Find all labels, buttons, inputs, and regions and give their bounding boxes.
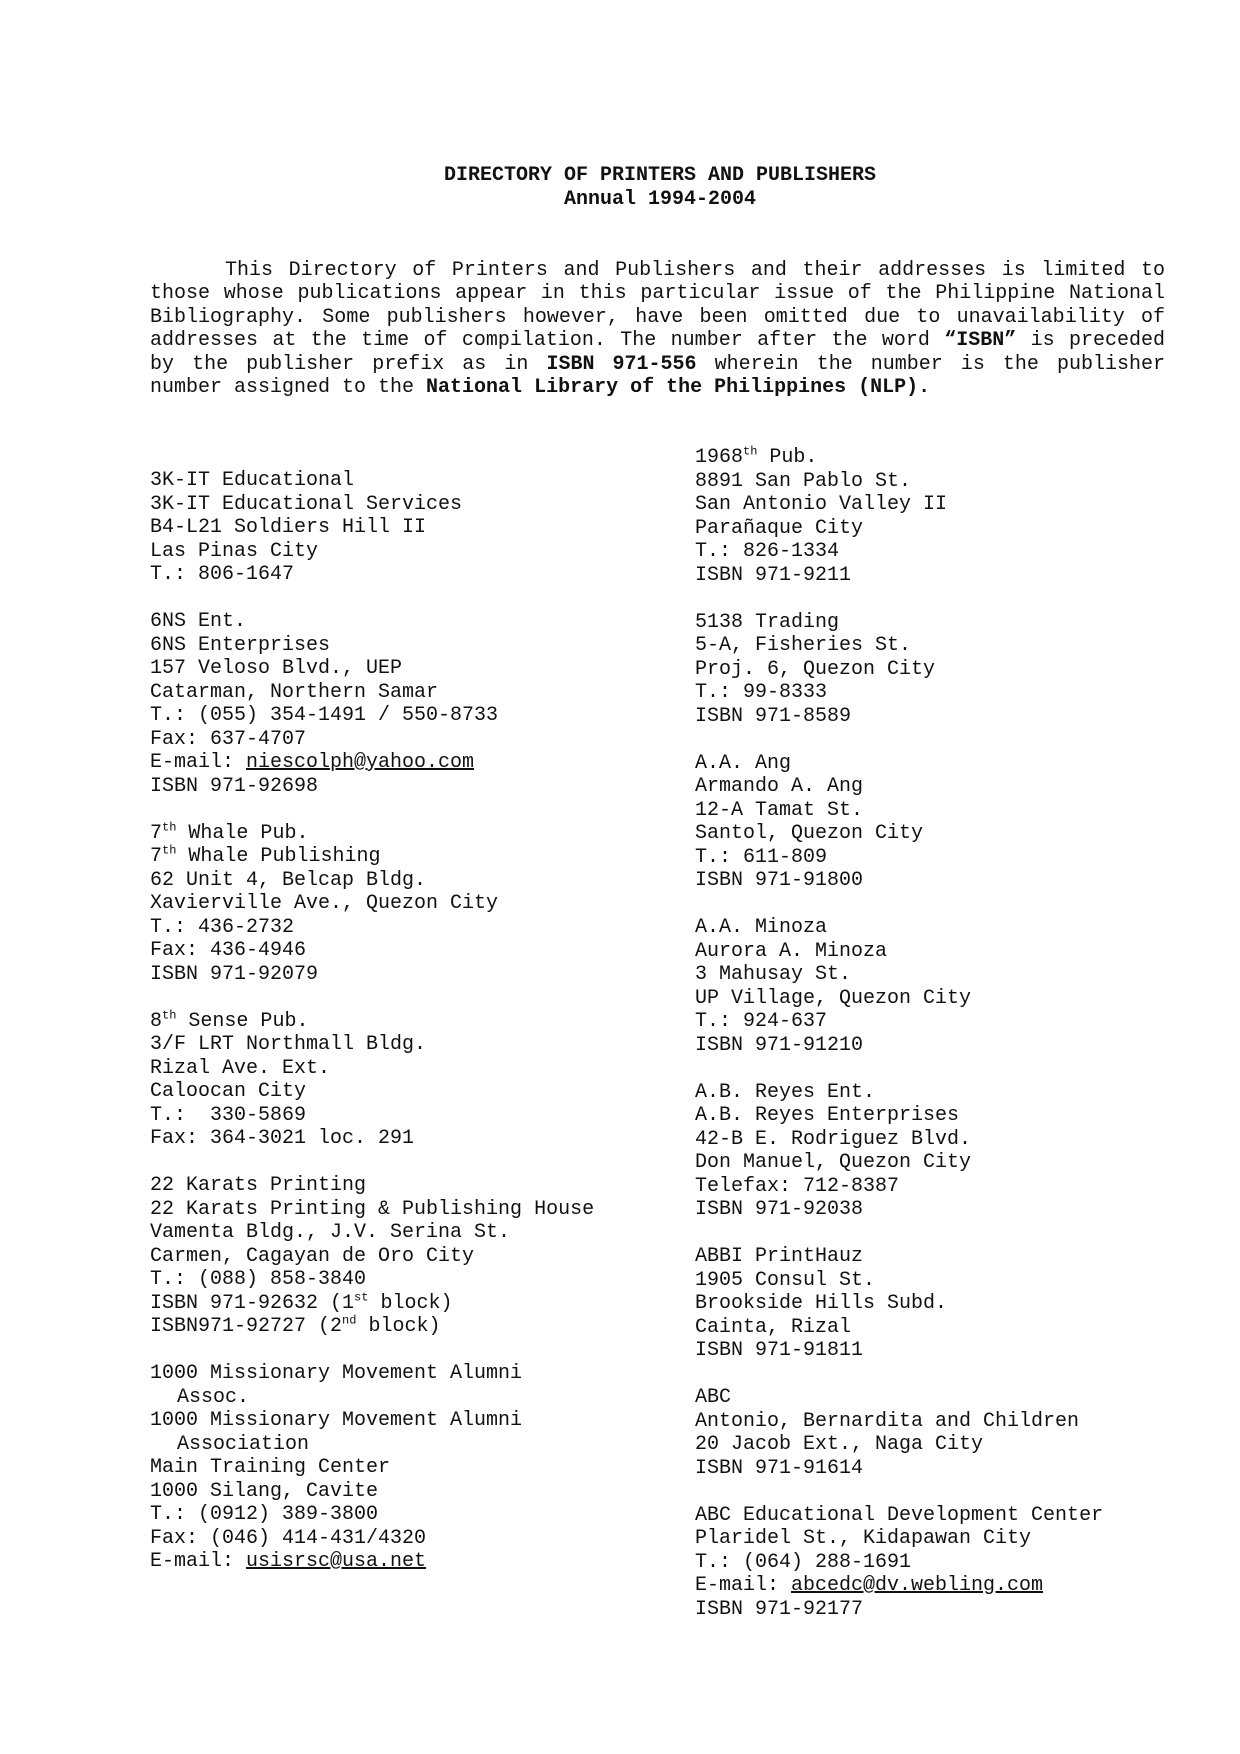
entry-line: 1000 Silang, Cavite <box>150 1479 379 1503</box>
entry-line: T.: 611-809 <box>695 845 828 869</box>
entry-line: A.B. Reyes Ent. <box>695 1080 876 1104</box>
entry-line: T.: 826-1334 <box>695 540 840 563</box>
entry-line: Vamenta Bldg., J.V. Serina St. <box>150 1221 511 1244</box>
entry-line: 1905 Consul St. <box>695 1268 876 1292</box>
entry-line: ISBN 971-91210 <box>695 1033 864 1057</box>
intro-nlp: National Library of the Philippines (NLP) <box>426 376 919 400</box>
entry-line: UP Village, Quezon City <box>695 986 972 1010</box>
entry-line: T.: 806-1647 <box>150 563 295 586</box>
entry-line: ABC Educational Development Center <box>695 1503 1104 1527</box>
entry-line: ISBN 971-92177 <box>695 1597 864 1621</box>
intro-text-3: wherein the number is the publisher number assigned to the <box>150 352 1165 400</box>
entry-line: ISBN 971-8589 <box>695 704 852 728</box>
entry-line: 3 Mahusay St. <box>695 963 852 986</box>
entry-line: T.: 99-8333 <box>695 681 828 704</box>
entry-line: T.: (0912) 389-3800 <box>150 1503 379 1526</box>
ordinal-suffix: nd <box>342 1313 357 1328</box>
entry-line: T.: (055) 354-1491 / 550-8733 <box>150 704 499 727</box>
directory-entry <box>695 1504 1235 1622</box>
isbn-text: block) <box>368 1291 453 1315</box>
email-line <box>150 1550 690 1574</box>
directory-entry <box>695 916 1235 1057</box>
directory-entry <box>150 610 690 798</box>
entry-line: T.: 924-637 <box>695 1010 828 1033</box>
entry-line: A.B. Reyes Enterprises <box>695 1104 960 1127</box>
entry-line: T.: (064) 288-1691 <box>695 1550 912 1574</box>
ordinal-suffix: th <box>162 843 177 858</box>
email-label: E-mail: <box>150 751 247 774</box>
entry-line: Aurora A. Minoza <box>695 939 888 963</box>
name-rest: Whale Pub. <box>176 821 309 845</box>
directory-entry <box>695 752 1235 893</box>
page-title: DIRECTORY OF PRINTERS AND PUBLISHERS <box>443 164 877 187</box>
entry-line: 6NS Ent. <box>150 610 247 633</box>
ordinal-suffix: th <box>743 444 758 459</box>
entry-line: ISBN 971-91811 <box>695 1339 864 1362</box>
ordinal-suffix: th <box>162 819 177 834</box>
entry-line: Don Manuel, Quezon City <box>695 1151 972 1174</box>
left-column <box>150 469 690 1597</box>
directory-entry <box>695 1386 1235 1480</box>
ordinal-suffix: th <box>162 1007 177 1022</box>
entry-line: 20 Jacob Ext., Naga City <box>695 1433 984 1456</box>
intro-text-2: is preceded by the publisher prefix as in <box>150 329 1166 376</box>
entry-line: 5-A, Fisheries St. <box>695 634 912 657</box>
entry-name <box>695 446 1235 470</box>
name-prefix: 7 <box>150 821 163 845</box>
entry-line: T.: (088) 858-3840 <box>150 1268 367 1291</box>
entry-line: Fax: 436-4946 <box>150 939 307 962</box>
entry-line: Santol, Quezon City <box>695 822 924 845</box>
entry-line: ISBN 971-91614 <box>695 1456 864 1480</box>
entry-line: 157 Veloso Blvd., UEP <box>150 657 403 680</box>
name-prefix: 8 <box>150 1009 163 1033</box>
entry-line: Rizal Ave. Ext. <box>150 1056 331 1080</box>
directory-entry <box>695 611 1235 729</box>
intro-text-1: This Directory of Printers and Publishers and their addresses is limited to those whose publications appear in this particular issue of the Philippine National Bibliography. Some publishers however, have been omitted due to unavailability of addresses at the time of compilation. The number after the word <box>150 259 1165 353</box>
intro-isbn-example: ISBN 971-556 <box>546 352 697 376</box>
entry-line: ABC <box>695 1386 732 1409</box>
entry-line: Telefax: 712-8387 <box>695 1174 900 1198</box>
entry-line: Main Training Center <box>150 1456 391 1479</box>
email-link[interactable]: usisrsc@usa.net <box>246 1550 427 1573</box>
email-link[interactable]: niescolph@yahoo.com <box>246 751 475 774</box>
intro-isbn-word: “ISBN” <box>944 329 1017 353</box>
isbn-text: ISBN971-92727 (2 <box>150 1315 343 1338</box>
entry-line: Brookside Hills Subd. <box>695 1292 948 1315</box>
entry-line: 1000 Missionary Movement Alumni <box>150 1362 523 1385</box>
intro-text-4: . <box>918 376 931 400</box>
directory-entry <box>150 1362 690 1574</box>
entry-line: ABBI PrintHauz <box>695 1245 864 1268</box>
entry-line: T.: 436-2732 <box>150 915 295 939</box>
directory-entry <box>150 1007 690 1151</box>
entry-line: 62 Unit 4, Belcap Bldg. <box>150 868 427 892</box>
name-prefix: 7 <box>150 845 163 868</box>
directory-entry <box>150 469 690 587</box>
entry-line: ISBN 971-92038 <box>695 1198 864 1221</box>
entry-line: Cainta, Rizal <box>695 1315 852 1339</box>
entry-line: 8891 San Pablo St. <box>695 469 912 493</box>
entry-name <box>150 819 690 846</box>
right-column <box>695 446 1235 1645</box>
entry-line: ISBN 971-92079 <box>150 962 319 986</box>
isbn-block-line <box>150 1315 690 1339</box>
directory-entry <box>695 446 1235 587</box>
entry-line: T.: 330-5869 <box>150 1103 307 1127</box>
isbn-text: block) <box>356 1315 441 1338</box>
entry-line: Armando A. Ang <box>695 775 864 798</box>
intro-paragraph <box>150 259 1165 399</box>
entry-line: 3K-IT Educational Services <box>150 492 463 516</box>
isbn-text: ISBN 971-92632 (1 <box>150 1291 355 1315</box>
entry-line: 3/F LRT Northmall Bldg. <box>150 1033 427 1056</box>
ordinal-suffix: st <box>354 1289 369 1304</box>
entry-line: Carmen, Cagayan de Oro City <box>150 1244 475 1268</box>
name-prefix: 1968 <box>695 446 744 469</box>
entry-line: 3K-IT Educational <box>150 469 355 492</box>
email-line <box>695 1574 1235 1598</box>
entry-line: 22 Karats Printing & Publishing House <box>150 1197 595 1221</box>
entry-line: ISBN 971-9211 <box>695 563 852 587</box>
entry-line: 12-A Tamat St. <box>695 798 864 822</box>
directory-entry <box>695 1081 1235 1222</box>
email-label: E-mail: <box>695 1574 792 1597</box>
entry-line: Antonio, Bernardita and Children <box>695 1409 1080 1433</box>
name-rest: Sense Pub. <box>176 1009 309 1033</box>
directory-entry <box>150 819 690 987</box>
entry-line: Xavierville Ave., Quezon City <box>150 892 499 915</box>
isbn-block-line <box>150 1289 690 1316</box>
email-line <box>150 751 690 775</box>
entry-line: Caloocan City <box>150 1080 307 1103</box>
entry-line: 42-B E. Rodriguez Blvd. <box>695 1127 972 1151</box>
entry-line: 5138 Trading <box>695 610 840 634</box>
entry-line: Catarman, Northern Samar <box>150 680 439 704</box>
email-link[interactable]: abcedc@dv.webling.com <box>791 1574 1044 1597</box>
entry-line: A.A. Ang <box>695 751 792 775</box>
entry-name <box>150 1007 690 1034</box>
name-rest: Pub. <box>757 446 818 469</box>
entry-line: ISBN 971-92698 <box>150 774 319 798</box>
entry-line: Plaridel St., Kidapawan City <box>695 1527 1032 1550</box>
email-label: E-mail: <box>150 1550 247 1573</box>
entry-line-continued: Assoc. <box>177 1385 250 1409</box>
page-subtitle: Annual 1994-2004 <box>563 188 757 211</box>
entry-line: 22 Karats Printing <box>150 1174 367 1197</box>
name-rest: Whale Publishing <box>176 845 381 868</box>
entry-line: B4-L21 Soldiers Hill II <box>150 516 427 539</box>
directory-entry <box>695 1245 1235 1363</box>
entry-line: Fax: 637-4707 <box>150 727 307 751</box>
entry-line: Proj. 6, Quezon City <box>695 657 936 681</box>
directory-entry <box>150 1174 690 1339</box>
entry-line: 6NS Enterprises <box>150 633 331 657</box>
entry-line: Parañaque City <box>695 516 864 540</box>
entry-line: Las Pinas City <box>150 539 319 563</box>
entry-line: Fax: (046) 414-431/4320 <box>150 1526 427 1550</box>
entry-line: A.A. Minoza <box>695 916 828 939</box>
entry-line: ISBN 971-91800 <box>695 869 864 892</box>
entry-line: Fax: 364-3021 loc. 291 <box>150 1127 415 1150</box>
entry-name <box>150 845 690 869</box>
entry-line: San Antonio Valley II <box>695 493 948 516</box>
entry-line: 1000 Missionary Movement Alumni <box>150 1409 523 1432</box>
entry-line-continued: Association <box>177 1432 310 1456</box>
